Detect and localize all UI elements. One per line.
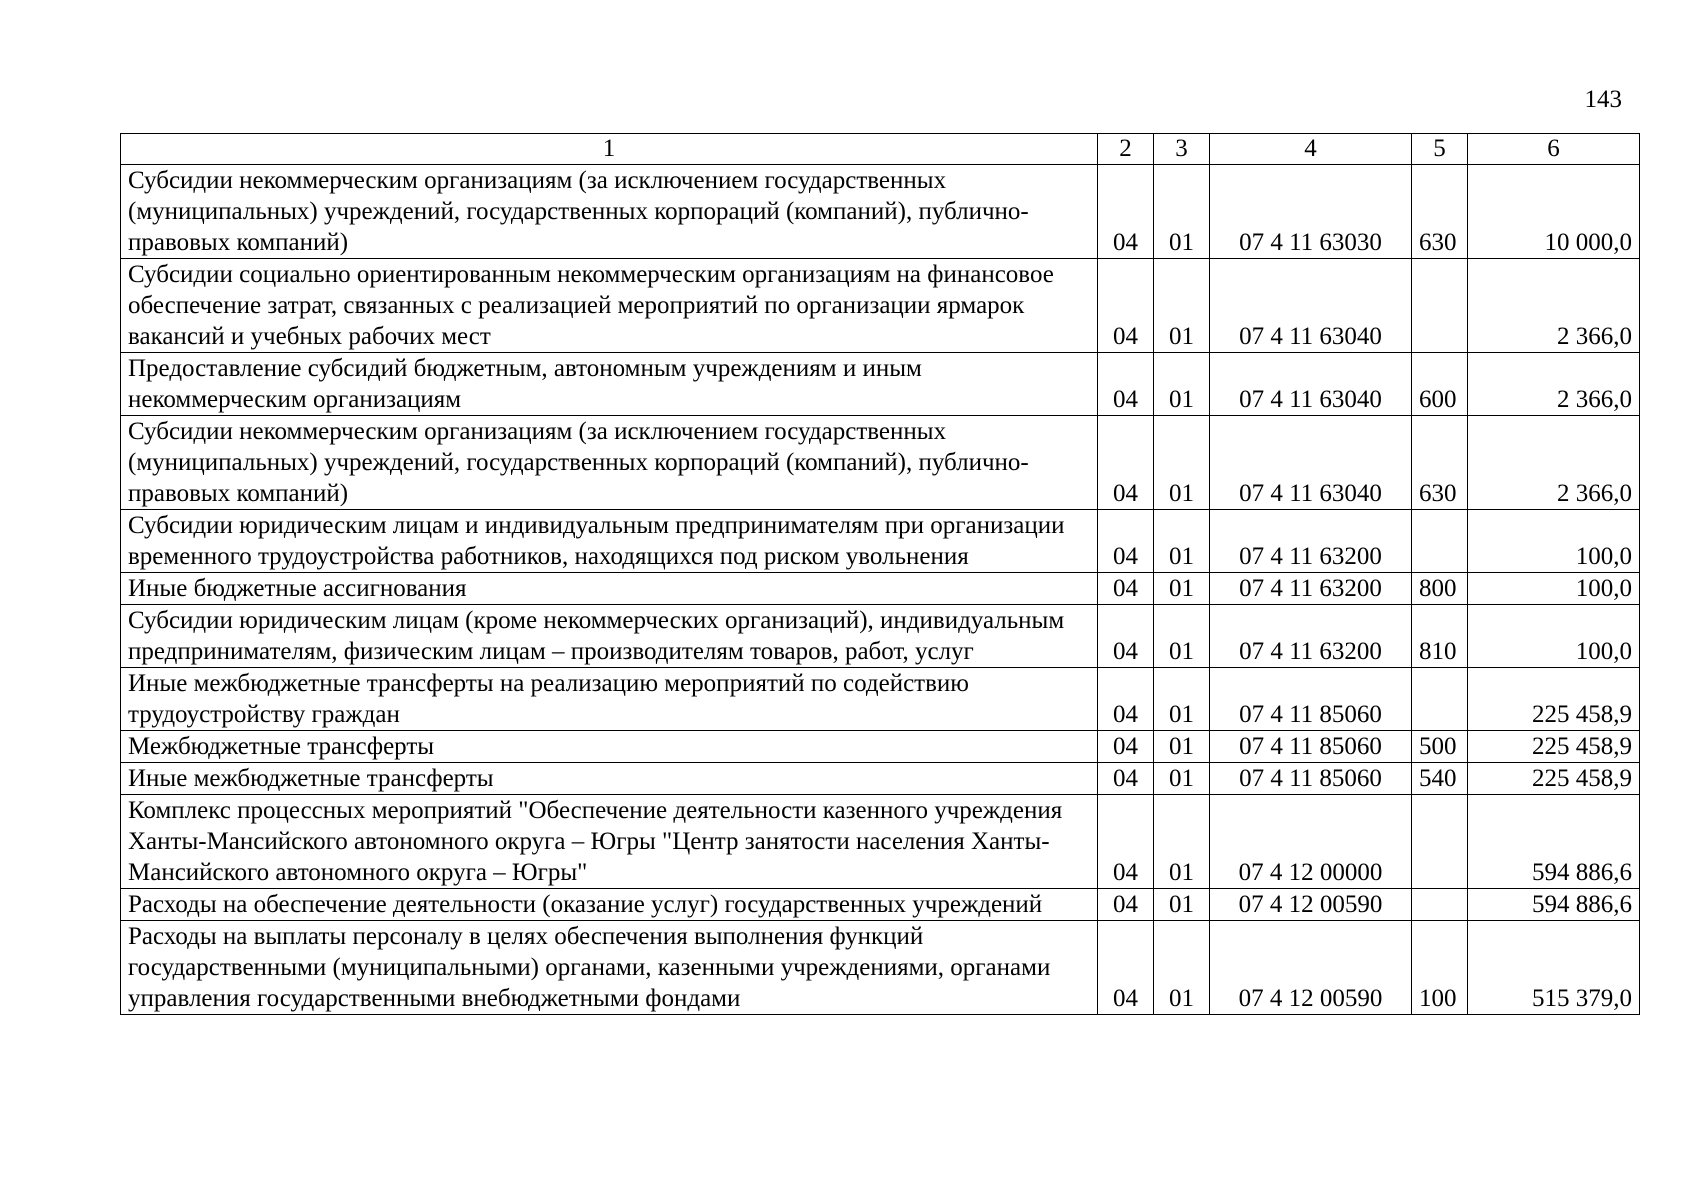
row-amount: 2 366,0 <box>1468 259 1640 353</box>
table-row <box>121 605 1640 668</box>
row-expense-type <box>1412 510 1468 573</box>
table-row <box>121 763 1640 795</box>
table-row <box>121 416 1640 510</box>
row-target-article: 07 4 11 63030 <box>1210 165 1412 259</box>
row-expense-type: 810 <box>1412 605 1468 668</box>
table-row <box>121 510 1640 573</box>
column-header-2: 2 <box>1098 134 1154 165</box>
row-section: 04 <box>1098 763 1154 795</box>
row-name: Межбюджетные трансферты <box>121 731 1098 763</box>
row-expense-type <box>1412 259 1468 353</box>
row-expense-type: 630 <box>1412 165 1468 259</box>
row-expense-type <box>1412 795 1468 889</box>
row-subsection: 01 <box>1154 510 1210 573</box>
row-name: Иные бюджетные ассигнования <box>121 573 1098 605</box>
column-header-5: 5 <box>1412 134 1468 165</box>
row-section: 04 <box>1098 889 1154 921</box>
table-row <box>121 731 1640 763</box>
row-amount: 225 458,9 <box>1468 731 1640 763</box>
table-row <box>121 353 1640 416</box>
row-section: 04 <box>1098 353 1154 416</box>
row-target-article: 07 4 11 63200 <box>1210 573 1412 605</box>
row-section: 04 <box>1098 668 1154 731</box>
row-amount: 100,0 <box>1468 510 1640 573</box>
table-row <box>121 165 1640 259</box>
row-subsection: 01 <box>1154 795 1210 889</box>
row-section: 04 <box>1098 605 1154 668</box>
row-name: Иные межбюджетные трансферты на реализацию мероприятий по содействию трудоустройству граждан <box>121 668 1098 731</box>
row-expense-type: 540 <box>1412 763 1468 795</box>
row-amount: 225 458,9 <box>1468 668 1640 731</box>
row-target-article: 07 4 11 63040 <box>1210 353 1412 416</box>
table-body <box>121 165 1640 1015</box>
row-subsection: 01 <box>1154 889 1210 921</box>
row-name: Субсидии юридическим лицам и индивидуальным предпринимателям при организации временного трудоустройства работников, находящихся под риском увольнения <box>121 510 1098 573</box>
row-expense-type: 600 <box>1412 353 1468 416</box>
table-row <box>121 889 1640 921</box>
column-header-1: 1 <box>121 134 1098 165</box>
row-target-article: 07 4 11 85060 <box>1210 668 1412 731</box>
row-section: 04 <box>1098 165 1154 259</box>
row-target-article: 07 4 12 00590 <box>1210 921 1412 1015</box>
row-subsection: 01 <box>1154 353 1210 416</box>
row-expense-type <box>1412 668 1468 731</box>
row-subsection: 01 <box>1154 259 1210 353</box>
row-target-article: 07 4 12 00000 <box>1210 795 1412 889</box>
row-amount: 10 000,0 <box>1468 165 1640 259</box>
row-subsection: 01 <box>1154 668 1210 731</box>
page-number: 143 <box>1584 86 1622 113</box>
row-subsection: 01 <box>1154 573 1210 605</box>
row-name: Субсидии социально ориентированным некоммерческим организациям на финансовое обеспечение затрат, связанных с реализацией мероприятий по организации ярмарок вакансий и учебных рабочих мест <box>121 259 1098 353</box>
row-expense-type: 800 <box>1412 573 1468 605</box>
row-name: Предоставление субсидий бюджетным, автономным учреждениям и иным некоммерческим организациям <box>121 353 1098 416</box>
table-row <box>121 921 1640 1015</box>
column-header-3: 3 <box>1154 134 1210 165</box>
table-row <box>121 259 1640 353</box>
row-expense-type: 630 <box>1412 416 1468 510</box>
row-target-article: 07 4 11 85060 <box>1210 763 1412 795</box>
row-target-article: 07 4 11 63200 <box>1210 510 1412 573</box>
row-subsection: 01 <box>1154 731 1210 763</box>
table-row <box>121 668 1640 731</box>
row-name: Комплекс процессных мероприятий "Обеспечение деятельности казенного учреждения Ханты-Мансийского автономного округа – Югры "Центр занятости населения Ханты-Мансийского автономного округа – Югры" <box>121 795 1098 889</box>
row-subsection: 01 <box>1154 416 1210 510</box>
column-header-6: 6 <box>1468 134 1640 165</box>
table-row <box>121 795 1640 889</box>
row-subsection: 01 <box>1154 165 1210 259</box>
row-section: 04 <box>1098 795 1154 889</box>
row-section: 04 <box>1098 510 1154 573</box>
row-name: Иные межбюджетные трансферты <box>121 763 1098 795</box>
row-subsection: 01 <box>1154 763 1210 795</box>
row-subsection: 01 <box>1154 921 1210 1015</box>
table-header-row <box>121 134 1640 165</box>
row-section: 04 <box>1098 416 1154 510</box>
row-subsection: 01 <box>1154 605 1210 668</box>
row-target-article: 07 4 11 63040 <box>1210 259 1412 353</box>
row-name: Расходы на обеспечение деятельности (оказание услуг) государственных учреждений <box>121 889 1098 921</box>
row-section: 04 <box>1098 921 1154 1015</box>
row-target-article: 07 4 12 00590 <box>1210 889 1412 921</box>
row-amount: 2 366,0 <box>1468 353 1640 416</box>
row-amount: 515 379,0 <box>1468 921 1640 1015</box>
row-target-article: 07 4 11 63040 <box>1210 416 1412 510</box>
table-row <box>121 573 1640 605</box>
row-expense-type: 500 <box>1412 731 1468 763</box>
row-amount: 2 366,0 <box>1468 416 1640 510</box>
row-name: Субсидии некоммерческим организациям (за исключением государственных (муниципальных) учреждений, государственных корпораций (компаний), публично-правовых компаний) <box>121 416 1098 510</box>
row-amount: 100,0 <box>1468 605 1640 668</box>
row-expense-type: 100 <box>1412 921 1468 1015</box>
row-name: Расходы на выплаты персоналу в целях обеспечения выполнения функций государственными (муниципальными) органами, казенными учреждениями, органами управления государственными внебюджетными фондами <box>121 921 1098 1015</box>
row-section: 04 <box>1098 259 1154 353</box>
row-section: 04 <box>1098 573 1154 605</box>
row-section: 04 <box>1098 731 1154 763</box>
row-name: Субсидии юридическим лицам (кроме некоммерческих организаций), индивидуальным предпринимателям, физическим лицам – производителям товаров, работ, услуг <box>121 605 1098 668</box>
row-target-article: 07 4 11 63200 <box>1210 605 1412 668</box>
row-amount: 100,0 <box>1468 573 1640 605</box>
budget-table <box>120 133 1640 1015</box>
row-amount: 594 886,6 <box>1468 889 1640 921</box>
row-expense-type <box>1412 889 1468 921</box>
row-name: Субсидии некоммерческим организациям (за исключением государственных (муниципальных) учреждений, государственных корпораций (компаний), публично-правовых компаний) <box>121 165 1098 259</box>
column-header-4: 4 <box>1210 134 1412 165</box>
row-amount: 225 458,9 <box>1468 763 1640 795</box>
row-target-article: 07 4 11 85060 <box>1210 731 1412 763</box>
row-amount: 594 886,6 <box>1468 795 1640 889</box>
